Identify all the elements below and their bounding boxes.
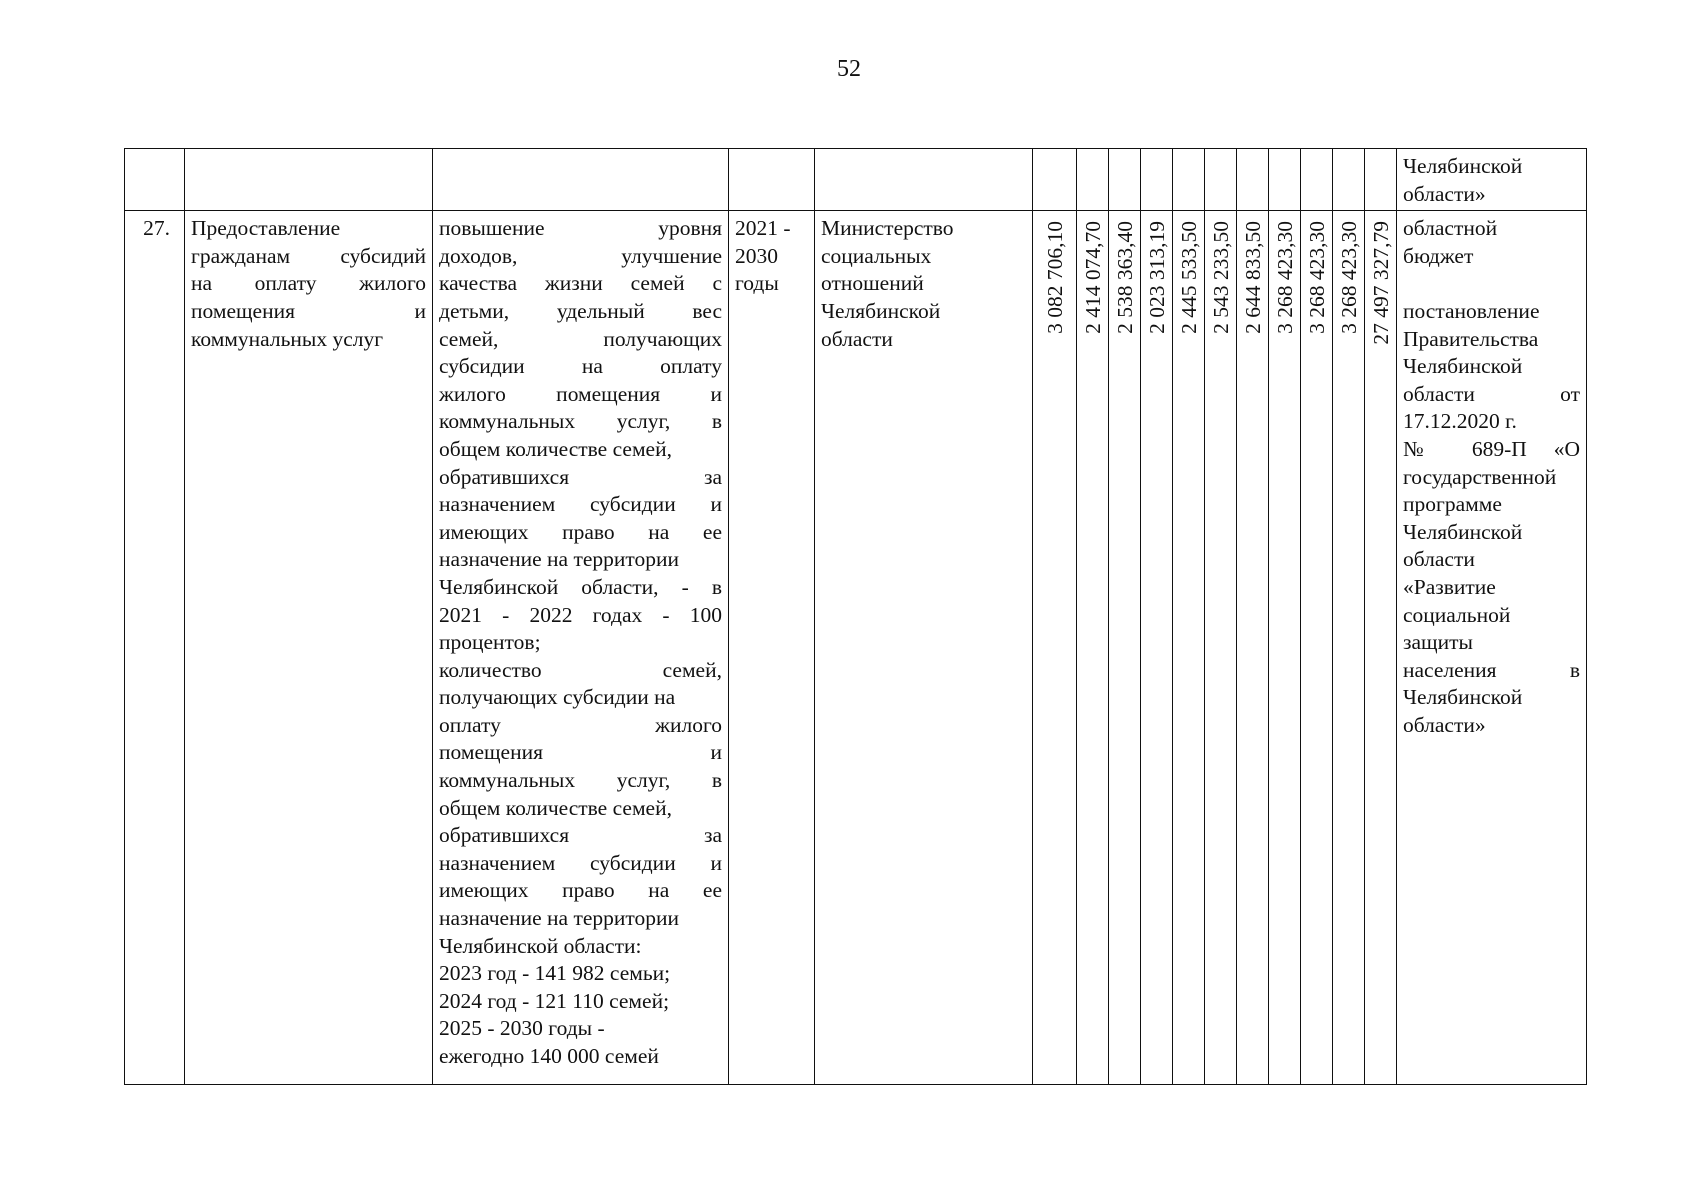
empty-cell	[185, 149, 433, 211]
measure-name-cell	[185, 211, 433, 1085]
empty-cell	[729, 149, 815, 211]
indicator-text	[439, 215, 722, 1070]
amount-value: 3 268 423,30	[1304, 221, 1329, 335]
indicator-line: получающих субсидии на	[439, 685, 676, 710]
basis-line: программе	[1403, 492, 1502, 517]
indicator-line: количество семей,	[439, 657, 722, 682]
basis-line: № 689-П «О	[1403, 436, 1580, 461]
empty-cell	[815, 149, 1033, 211]
empty-cell	[1173, 149, 1205, 211]
basis-line: государственной	[1403, 464, 1557, 489]
amount-cell	[1237, 211, 1269, 1085]
indicator-line: субсидии на оплату	[439, 354, 722, 379]
executor-line: социальных	[821, 243, 932, 268]
funding-source-line: областной	[1403, 216, 1498, 241]
indicator-line: обратившихся за	[439, 464, 722, 489]
row-number: 27.	[125, 211, 185, 1085]
executor-line: отношений	[821, 271, 924, 296]
empty-cell	[1301, 149, 1333, 211]
executor-line: Челябинской	[821, 298, 941, 323]
executor-line: Министерство	[821, 216, 954, 241]
amount-value: 2 538 363,40	[1112, 221, 1137, 335]
amount-cell	[1141, 211, 1173, 1085]
amount-total: 27 497 327,79	[1368, 221, 1393, 345]
source-basis-cell	[1397, 211, 1587, 1085]
empty-cell	[1109, 149, 1141, 211]
empty-cell	[1205, 149, 1237, 211]
amount-value: 2 543 233,50	[1208, 221, 1233, 335]
amount-value: 2 414 074,70	[1080, 221, 1105, 335]
measure-name	[191, 215, 426, 353]
indicator-line: оплату жилого	[439, 712, 722, 737]
empty-cell	[433, 149, 729, 211]
indicator-line: имеющих право на ее	[439, 878, 722, 903]
indicator-line: процентов;	[439, 630, 541, 655]
indicator-line: детьми, удельный вес	[439, 298, 722, 323]
indicator-line: 2021 - 2022 годах - 100	[439, 602, 722, 627]
indicator-cell	[433, 211, 729, 1085]
amount-value: 2 023 313,19	[1144, 221, 1169, 335]
period-line: годы	[735, 271, 779, 296]
empty-cell	[1333, 149, 1365, 211]
indicator-line: доходов, улучшение	[439, 243, 722, 268]
indicator-line: коммунальных услуг, в	[439, 409, 722, 434]
indicator-line: коммунальных услуг, в	[439, 768, 722, 793]
amount-cell	[1109, 211, 1141, 1085]
basis-line: «Развитие	[1403, 574, 1496, 599]
indicator-line: Челябинской области:	[439, 933, 642, 958]
indicator-line: назначение на территории	[439, 906, 680, 931]
indicator-line: общем количестве семей,	[439, 795, 672, 820]
empty-cell	[1365, 149, 1397, 211]
empty-cell	[1033, 149, 1077, 211]
amount-value: 2 644 833,50	[1240, 221, 1265, 335]
amount-cell	[1077, 211, 1109, 1085]
indicator-line: 2023 год - 141 982 семьи;	[439, 961, 671, 986]
amount-cell	[1205, 211, 1237, 1085]
indicator-line: назначением субсидии и	[439, 492, 722, 517]
basis-line: постановление	[1403, 298, 1540, 323]
basis-line: населения в	[1403, 657, 1580, 682]
amount-value: 2 445 533,50	[1176, 221, 1201, 335]
amount-value: 3 082 706,10	[1042, 221, 1067, 335]
empty-cell	[1269, 149, 1301, 211]
amount-cell	[1173, 211, 1205, 1085]
executor-cell	[815, 211, 1033, 1085]
indicator-line: семей, получающих	[439, 326, 722, 351]
basis-line: защиты	[1403, 630, 1473, 655]
amount-cell	[1301, 211, 1333, 1085]
program-table	[124, 148, 1587, 1085]
indicator-line: Челябинской области, - в	[439, 574, 722, 599]
measure-name-line: помещения и	[191, 298, 426, 323]
empty-cell	[125, 149, 185, 211]
basis-line: области от	[1403, 381, 1580, 406]
basis-continuation-text: Челябинской области»	[1403, 154, 1523, 206]
indicator-line: назначение на территории	[439, 547, 680, 572]
table-row	[125, 211, 1587, 1085]
executor-line: области	[821, 326, 893, 351]
basis-line: области	[1403, 547, 1475, 572]
basis-line: социальной	[1403, 602, 1511, 627]
page-number: 52	[837, 56, 861, 82]
legal-basis	[1403, 298, 1580, 740]
basis-line: 17.12.2020 г.	[1403, 409, 1517, 434]
measure-name-line: гражданам субсидий	[191, 243, 426, 268]
amount-value: 3 268 423,30	[1336, 221, 1361, 335]
empty-cell	[1141, 149, 1173, 211]
amount-cell	[1269, 211, 1301, 1085]
amount-cell	[1033, 211, 1077, 1085]
indicator-line: помещения и	[439, 740, 722, 765]
basis-line: Правительства	[1403, 326, 1539, 351]
basis-line: Челябинской	[1403, 519, 1523, 544]
amount-total-cell	[1365, 211, 1397, 1085]
measure-name-line: коммунальных услуг	[191, 326, 384, 351]
basis-line: Челябинской	[1403, 354, 1523, 379]
amount-cell	[1333, 211, 1365, 1085]
indicator-line: имеющих право на ее	[439, 519, 722, 544]
indicator-line: 2025 - 2030 годы -	[439, 1016, 605, 1041]
indicator-line: ежегодно 140 000 семей	[439, 1044, 659, 1068]
measure-name-line: Предоставление	[191, 216, 341, 241]
empty-cell	[1077, 149, 1109, 211]
indicator-line: обратившихся за	[439, 823, 722, 848]
period-cell	[729, 211, 815, 1085]
period-line: 2030	[735, 243, 778, 268]
indicator-line: общем количестве семей,	[439, 436, 672, 461]
indicator-line: жилого помещения и	[439, 381, 722, 406]
indicator-line: 2024 год - 121 110 семей;	[439, 988, 670, 1013]
funding-source-line: бюджет	[1403, 243, 1474, 268]
indicator-line: повышение уровня	[439, 216, 722, 241]
period-line: 2021 -	[735, 216, 791, 241]
basis-continuation-cell	[1397, 149, 1587, 211]
empty-cell	[1237, 149, 1269, 211]
continuation-row	[125, 149, 1587, 211]
amount-value: 3 268 423,30	[1272, 221, 1297, 335]
indicator-line: назначением субсидии и	[439, 850, 722, 875]
basis-line: Челябинской	[1403, 685, 1523, 710]
basis-line: области»	[1403, 712, 1486, 737]
measure-name-line: на оплату жилого	[191, 271, 426, 296]
indicator-line: качества жизни семей с	[439, 271, 722, 296]
